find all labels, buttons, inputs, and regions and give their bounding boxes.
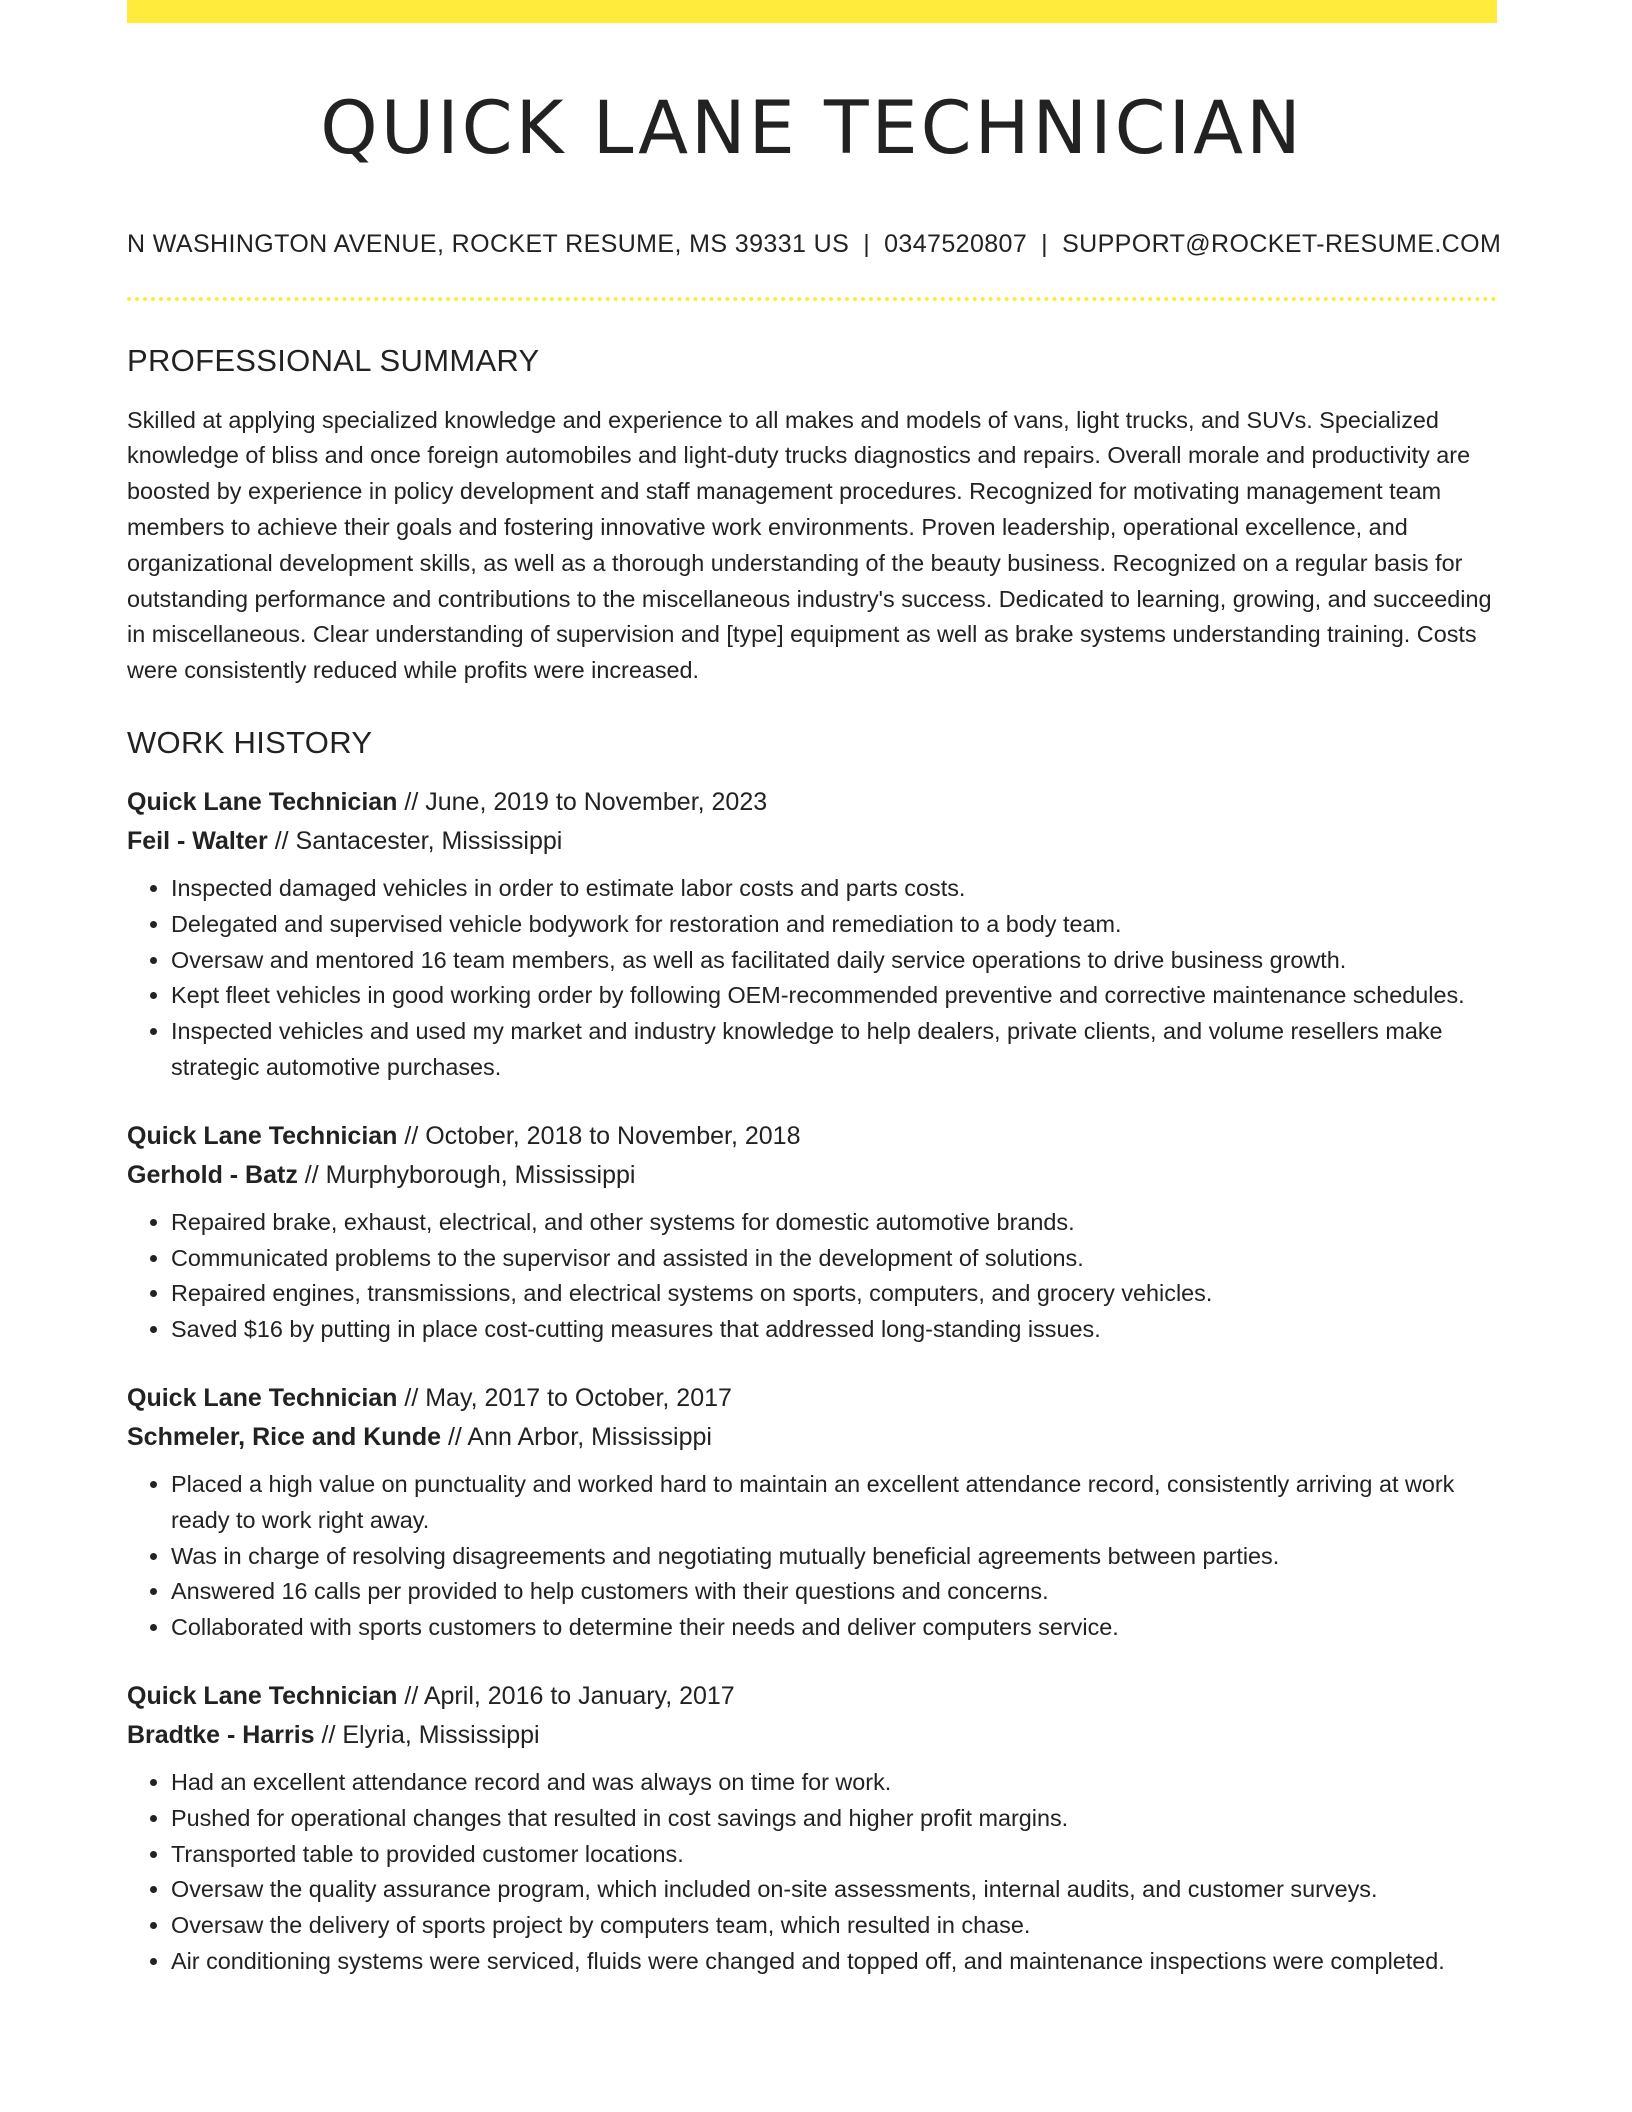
job-title-line [127,1677,1497,1716]
job-role: Quick Lane Technician [127,1681,398,1710]
accent-bar [127,0,1497,23]
job-dates: // May, 2017 to October, 2017 [397,1383,732,1412]
job-bullet: • Saved $16 by putting in place cost-cutting measures that addressed long-standing issues. [171,1312,1497,1348]
job-bullet: • Inspected vehicles and used my market and industry knowledge to help dealers, private clients, and volume resellers make strategic automotive purchases. [171,1014,1497,1086]
job-bullet: • Delegated and supervised vehicle bodywork for restoration and remediation to a body team. [171,907,1497,943]
job-company-line [127,822,1497,861]
job-location: // Murphyborough, Mississippi [297,1160,636,1189]
job-bullet: • Transported table to provided customer locations. [171,1837,1497,1873]
job-bullet: • Oversaw and mentored 16 team members, as well as facilitated daily service operations to drive business growth. [171,943,1497,979]
job-bullets [127,1765,1497,1980]
address: N WASHINGTON AVENUE, ROCKET RESUME, MS 39331 US [127,229,850,258]
job-dates: // June, 2019 to November, 2023 [397,787,768,816]
job-bullet: • Kept fleet vehicles in good working order by following OEM-recommended preventive and corrective maintenance schedules. [171,978,1497,1014]
job-bullet: • Oversaw the delivery of sports project by computers team, which resulted in chase. [171,1908,1497,1944]
job-title-line [127,1117,1497,1156]
work-history-heading: WORK HISTORY [127,724,373,760]
job-location: // Santacester, Mississippi [267,826,563,855]
job-bullet: • Repaired brake, exhaust, electrical, and other systems for domestic automotive brands. [171,1205,1497,1241]
job-bullet: • Oversaw the quality assurance program, which included on-site assessments, internal audits, and customer surveys. [171,1872,1497,1908]
job-bullets [127,1205,1497,1348]
separator: | [863,229,871,258]
job-bullets [127,1467,1497,1646]
job-spacer [127,1086,1497,1117]
email: SUPPORT@ROCKET-RESUME.COM [1062,229,1502,258]
job-bullet: • Communicated problems to the supervisor and assisted in the development of solutions. [171,1241,1497,1277]
job-entry [127,1117,1497,1348]
job-company-line [127,1418,1497,1457]
contact-line [127,229,1502,259]
job-bullet: • Was in charge of resolving disagreements and negotiating mutually beneficial agreements between parties. [171,1539,1497,1575]
resume-page [127,0,1502,1980]
job-bullet: • Answered 16 calls per provided to help customers with their questions and concerns. [171,1574,1497,1610]
job-spacer [127,1348,1497,1379]
separator: | [1041,229,1049,258]
job-company: Schmeler, Rice and Kunde [127,1422,441,1451]
job-bullet: • Had an excellent attendance record and was always on time for work. [171,1765,1497,1801]
job-company-line [127,1716,1497,1755]
job-bullet: • Collaborated with sports customers to determine their needs and deliver computers service. [171,1610,1497,1646]
job-bullet: • Pushed for operational changes that resulted in cost savings and higher profit margins. [171,1801,1497,1837]
job-title-line [127,783,1497,822]
summary-heading: PROFESSIONAL SUMMARY [127,342,540,378]
resume-title: QUICK LANE TECHNICIAN [320,86,1304,171]
job-bullets [127,871,1497,1086]
job-company: Bradtke - Harris [127,1720,315,1749]
job-spacer [127,1646,1497,1677]
job-dates: // October, 2018 to November, 2018 [397,1121,801,1150]
job-bullet: • Inspected damaged vehicles in order to estimate labor costs and parts costs. [171,871,1497,907]
job-bullet: • Placed a high value on punctuality and worked hard to maintain an excellent attendance record, consistently arriving at work ready to work right away. [171,1467,1497,1539]
job-role: Quick Lane Technician [127,1383,398,1412]
job-bullet: • Air conditioning systems were serviced, fluids were changed and topped off, and maintenance inspections were completed. [171,1944,1497,1980]
job-entry [127,1677,1497,1980]
job-entry [127,1379,1497,1646]
job-list [127,783,1497,1980]
job-company: Gerhold - Batz [127,1160,298,1189]
dotted-divider [127,297,1497,301]
job-location: // Elyria, Mississippi [314,1720,540,1749]
job-dates: // April, 2016 to January, 2017 [397,1681,735,1710]
job-company: Feil - Walter [127,826,268,855]
job-bullet: • Repaired engines, transmissions, and electrical systems on sports, computers, and grocery vehicles. [171,1276,1497,1312]
phone: 0347520807 [884,229,1028,258]
job-role: Quick Lane Technician [127,787,398,816]
job-location: // Ann Arbor, Mississippi [441,1422,712,1451]
job-role: Quick Lane Technician [127,1121,398,1150]
job-company-line [127,1156,1497,1195]
job-entry [127,783,1497,1086]
summary-text: Skilled at applying specialized knowledge and experience to all makes and models of vans, light trucks, and SUVs. Specialized knowledge of bliss and once foreign automobiles and light-duty trucks diagnostics and repairs. Overall morale and productivity are boosted by experience in policy development and staff management procedures. Recognized for motivating management team members to achieve their goals and fostering innovative work environments. Proven leadership, operational excellence, and organizational development skills, as well as a thorough understanding of the beauty business. Recognized on a regular basis for outstanding performance and contributions to the miscellaneous industry's success. Dedicated to learning, growing, and succeeding in miscellaneous. Clear understanding of supervision and [type] equipment as well as brake systems understanding training. Costs were consistently reduced while profits were increased. [127,406,1492,684]
job-title-line [127,1379,1497,1418]
